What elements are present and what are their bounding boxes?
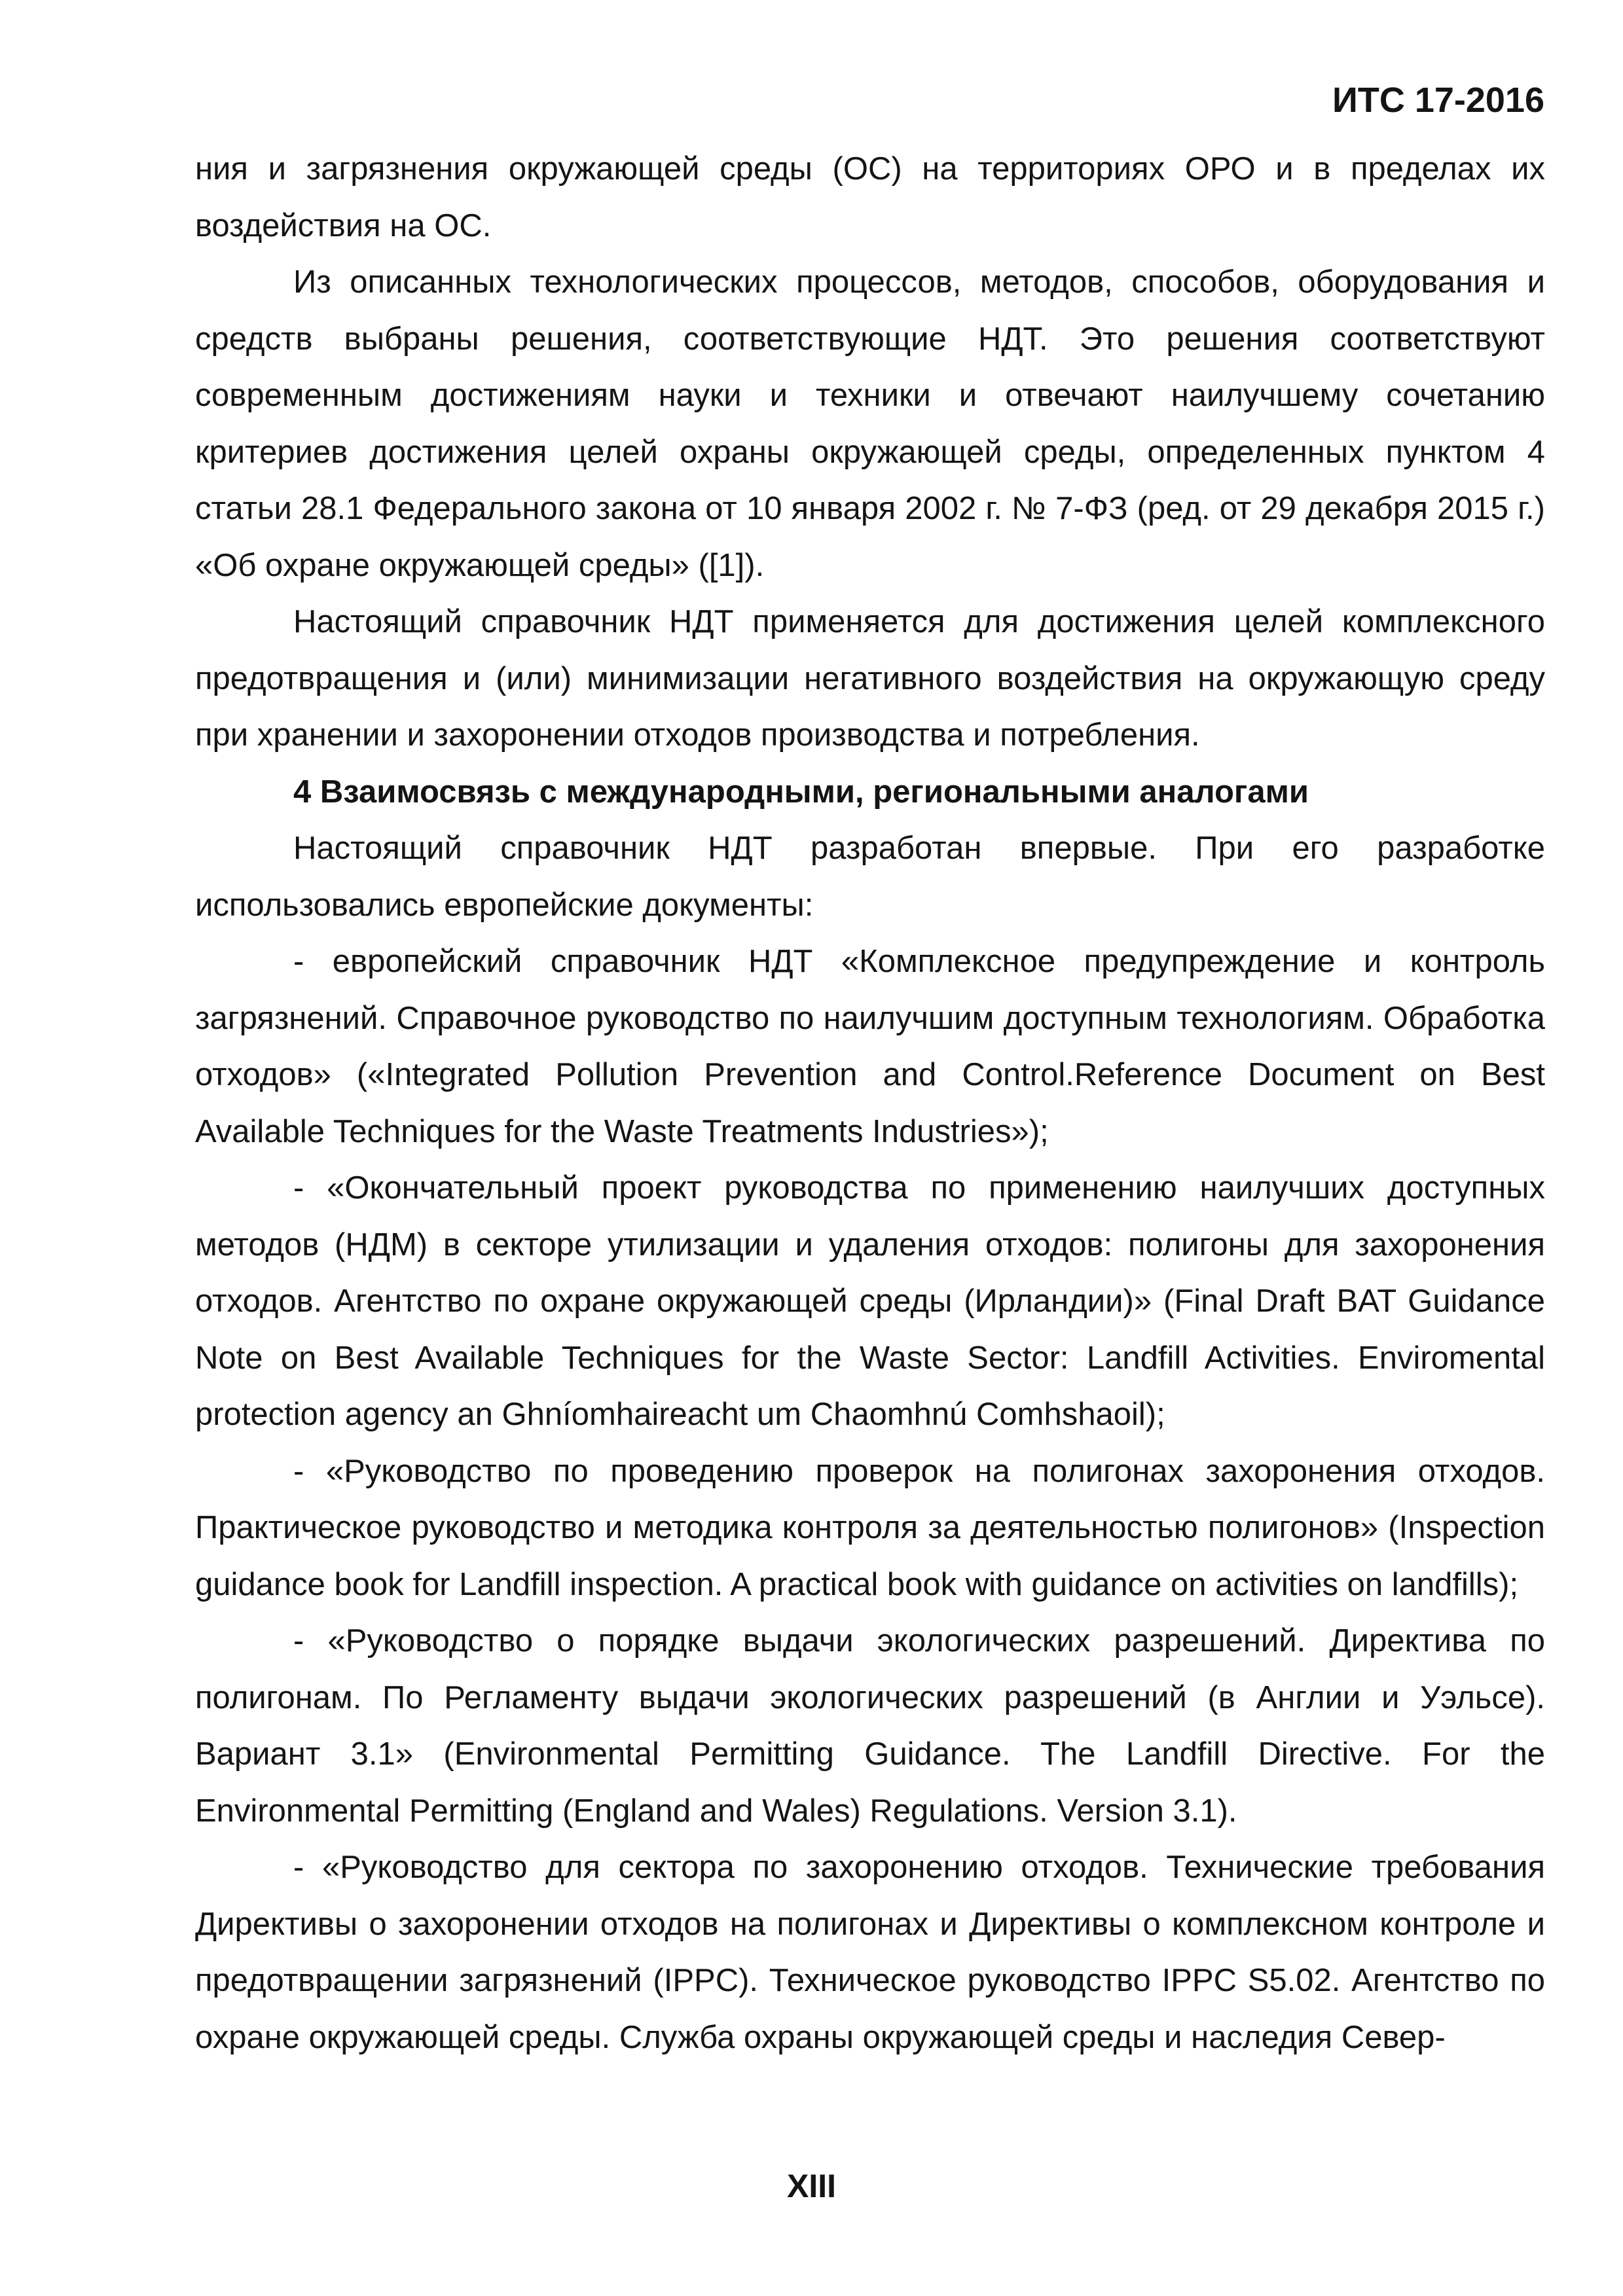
document-code: ИТС 17-2016 [1332,81,1544,120]
section-heading: 4 Взаимосвязь с международными, региональными аналогами [293,774,1309,810]
list-item-sector-guidance: - «Руководство для сектора по захоронению отходов. Технические требования Директивы о захоронении отходов на полигонах и Директивы о комплексном контроле и предотвращении загрязнений (IPPC). Техническое руководство IPPC S5.02. Агентство по охране окружающей среды. Служба охраны окружающей среды и наследия Север- [195,1850,1545,2055]
paragraph-continuation: ния и загрязнения окружающей среды (ОС) на территориях ОРО и в пределах их воздействия на ОС. [195,151,1545,243]
list-item-ireland-guidance: - «Окончательный проект руководства по применению наилучших доступных методов (НДМ) в секторе утилизации и удаления отходов: полигоны для захоронения отходов. Агентство по охране окружающей среды (Ирландии)» (Final Draft BAT Guidance Note on Best Available Techniques for the Waste Sector: Landfill Activities. Enviromental protection agency an Ghníomhaireacht um Chaomhnú Comhshaoil); [195,1170,1545,1432]
page-number: XIII [786,2168,837,2204]
paragraph-intro: Настоящий справочник НДТ разработан впервые. При его разработке использовались европейские документы: [195,831,1545,923]
list-item-eu-bref: - европейский справочник НДТ «Комплексное предупреждение и контроль загрязнений. Справочное руководство по наилучшим доступным технологиям. Обработка отходов» («Integrated Pollution Prevention and Control.Reference Document on Best Available Techniques for the Waste Treatments Industries»); [195,944,1545,1149]
paragraph-ndt-solutions: Из описанных технологических процессов, методов, способов, оборудования и средств выбраны решения, соответствующие НДТ. Это решения соответствуют современным достижениям науки и техники и отвечают наилучшему сочетанию критериев достижения целей охраны окружающей среды, определенных пунктом 4 статьи 28.1 Федерального закона от 10 января 2002 г. № 7-ФЗ (ред. от 29 декабря 2015 г.) «Об охране окружающей среды» ([1]). [195,264,1545,583]
paragraph-purpose: Настоящий справочник НДТ применяется для достижения целей комплексного предотвращения и (или) минимизации негативного воздействия на окружающую среду при хранении и захоронении отходов производства и потребления. [195,604,1545,753]
document-body [195,141,1545,2066]
list-item-inspection-guidance: - «Руководство по проведению проверок на полигонах захоронения отходов. Практическое руководство и методика контроля за деятельностью полигонов» (Inspection guidance book for Landfill inspection. A practical book with guidance on activities on landfills); [195,1453,1545,1602]
list-item-permitting-guidance: - «Руководство о порядке выдачи экологических разрешений. Директива по полигонам. По Регламенту выдачи экологических разрешений (в Англии и Уэльсе). Вариант 3.1» (Environmental Permitting Guidance. The Landfill Directive. For the Environmental Permitting (England and Wales) Regulations. Version 3.1). [195,1623,1545,1829]
